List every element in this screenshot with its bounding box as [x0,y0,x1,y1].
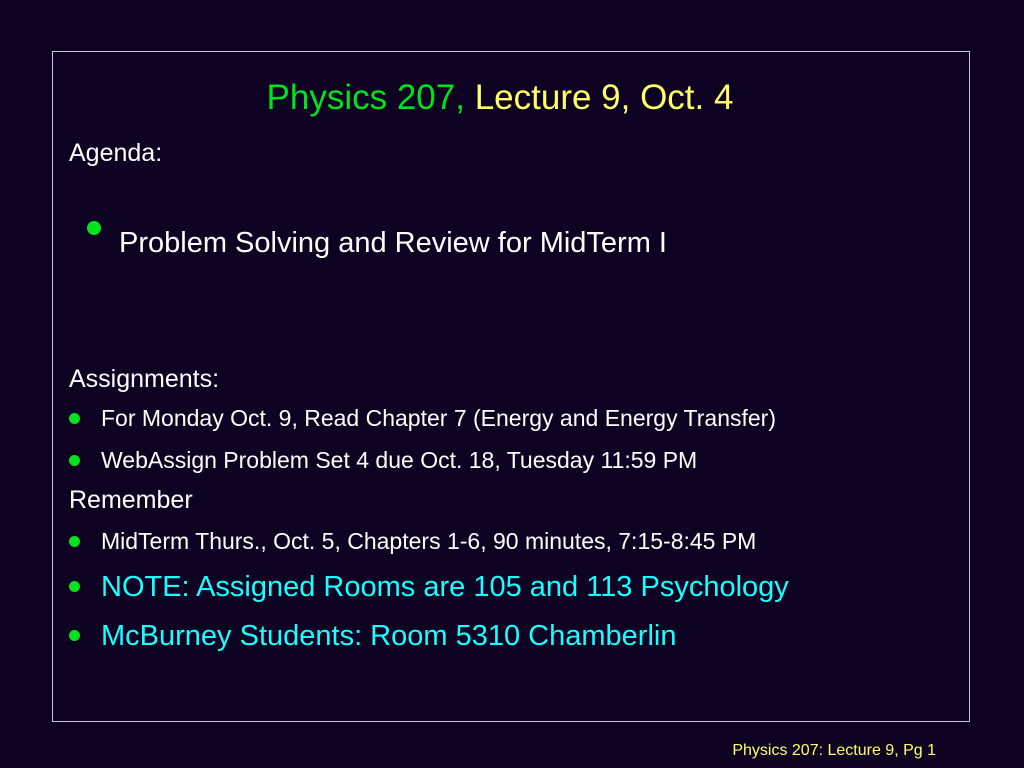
remember-text: McBurney Students: Room 5310 Chamberlin [101,620,677,652]
agenda-item: Problem Solving and Review for MidTerm I [119,227,667,259]
title-course: Physics 207, [266,78,465,117]
bullet-icon [69,630,80,641]
slide-title [0,78,1000,118]
remember-heading: Remember [69,486,193,514]
title-lecture: Lecture 9, Oct. 4 [474,78,734,117]
bullet-icon [69,536,80,547]
bullet-icon [69,413,80,424]
agenda-heading: Agenda: [69,139,163,167]
remember-text: MidTerm Thurs., Oct. 5, Chapters 1-6, 90 minutes, 7:15-8:45 PM [101,528,757,554]
bullet-icon [87,221,101,235]
assignment-text: For Monday Oct. 9, Read Chapter 7 (Energy and Energy Transfer) [101,405,776,431]
assignments-heading: Assignments: [69,365,220,393]
bullet-icon [69,581,80,592]
bullet-icon [69,455,80,466]
assignment-text: WebAssign Problem Set 4 due Oct. 18, Tuesday 11:59 PM [101,447,698,473]
remember-text: NOTE: Assigned Rooms are 105 and 113 Psychology [101,571,789,603]
slide-footer: Physics 207: Lecture 9, Pg 1 [732,742,936,759]
